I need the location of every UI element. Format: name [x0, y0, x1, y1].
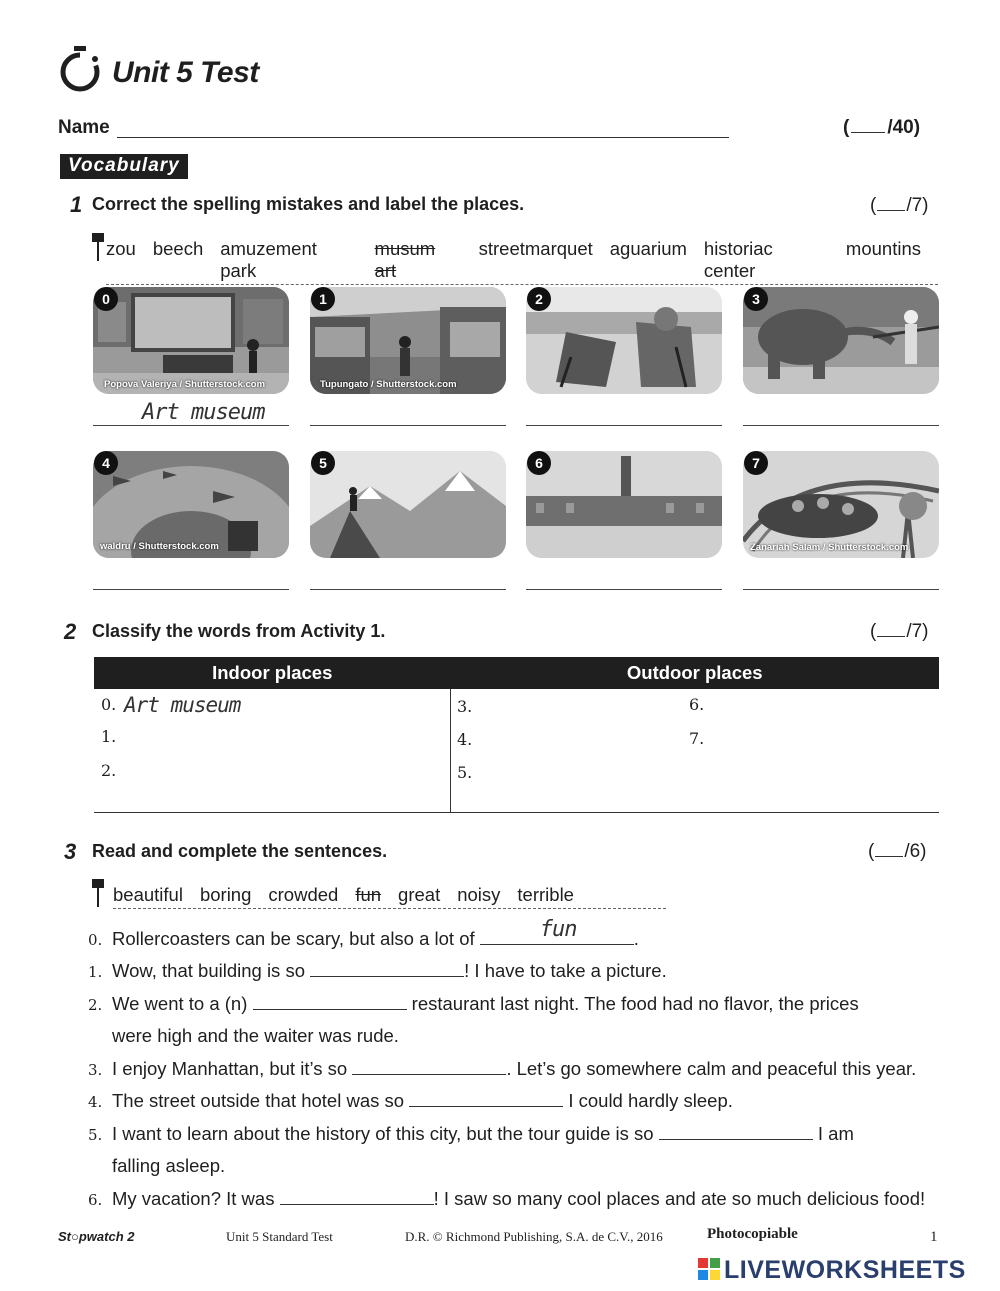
blank-0: fun	[480, 943, 634, 945]
photo-number-badge: 2	[527, 287, 551, 311]
name-field[interactable]	[117, 137, 729, 138]
word-bank-icon	[92, 233, 104, 261]
blank-2[interactable]	[253, 1008, 407, 1010]
sentence-1: 1. Wow, that building is so ! I have to take a picture.	[88, 960, 667, 981]
word-bank-3-word: noisy	[457, 884, 501, 905]
word-bank-3-word: fun	[355, 884, 382, 905]
answer-line-6[interactable]	[526, 589, 722, 590]
liveworksheets-brand: LIVEWORKSHEETS	[724, 1256, 966, 1284]
photo-number-badge: 7	[744, 451, 768, 475]
answer-line-2[interactable]	[526, 425, 722, 426]
indoor-cell[interactable]	[94, 689, 451, 813]
photo-historic-center	[526, 451, 722, 558]
stopwatch-icon	[58, 44, 102, 94]
photo-number-badge: 6	[527, 451, 551, 475]
answer-line-4[interactable]	[93, 589, 289, 590]
row-number: 7.	[689, 729, 705, 748]
activity-2-score: ( /7)	[870, 621, 929, 642]
indoor-example: Art museum	[124, 693, 241, 717]
activity-1-score: ( /7)	[870, 195, 929, 216]
word-bank-1-word: zou	[106, 238, 136, 259]
sentence-6: 6. My vacation? It was ! I saw so many cool places and ate so much delicious food!	[88, 1188, 926, 1209]
activity-3-score: ( /6)	[868, 841, 927, 862]
photo-number-badge: 5	[311, 451, 335, 475]
answer-line-3[interactable]	[743, 425, 939, 426]
answer-line-5[interactable]	[310, 589, 506, 590]
blank-3[interactable]	[352, 1073, 506, 1075]
word-bank-1-word: musum art	[374, 238, 436, 281]
word-bank-1-word: amuzement park	[220, 238, 317, 281]
outdoor-cell[interactable]	[451, 689, 940, 813]
total-score: ( /40)	[843, 117, 921, 138]
column-header-outdoor: Outdoor places	[451, 657, 940, 689]
word-bank-3-word: boring	[199, 884, 252, 905]
photo-credit: Zanariah Salam / Shutterstock.com	[750, 542, 909, 553]
name-label: Name	[58, 117, 110, 138]
row-number: 6.	[689, 695, 705, 714]
word-bank-1-word: streetmarquet	[478, 238, 593, 259]
series-logo: St○pwatch 2	[58, 1229, 135, 1244]
word-bank-adjectives	[113, 884, 666, 909]
photo-beach	[526, 287, 722, 394]
activity-3-title: Read and complete the sentences.	[92, 841, 388, 861]
photo-street-market	[310, 287, 506, 394]
photo-number-badge: 3	[744, 287, 768, 311]
row-number: 0.	[101, 695, 117, 714]
answer-line-0[interactable]	[93, 425, 289, 426]
answer-example: Art museum	[142, 400, 265, 425]
photo-credit: Popova Valeriya / Shutterstock.com	[104, 379, 266, 390]
sentence-4: 4. The street outside that hotel was so I could hardly sleep.	[88, 1090, 733, 1111]
activity-3-number: 3	[64, 839, 77, 864]
blank-6[interactable]	[280, 1203, 434, 1205]
answer-line-1[interactable]	[310, 425, 506, 426]
sentence-5-cont: falling asleep.	[112, 1155, 226, 1176]
footer-page-number: 1	[930, 1229, 938, 1245]
word-bank-3-word: great	[398, 884, 441, 905]
photo-number-badge: 1	[311, 287, 335, 311]
word-bank-1-word: mountins	[845, 238, 921, 259]
photo-number-badge: 0	[94, 287, 118, 311]
row-number: 5.	[457, 763, 473, 782]
word-bank-3-word: beautiful	[113, 884, 183, 905]
photo-number-badge: 4	[94, 451, 118, 475]
section-banner-vocabulary: Vocabulary	[60, 154, 188, 179]
activity-1-number: 1	[70, 192, 83, 217]
row-number: 3.	[457, 697, 473, 716]
word-bank-1-word: historiac center	[703, 238, 773, 281]
activity-2-title: Classify the words from Activity 1.	[92, 621, 386, 641]
sentence-2: 2. We went to a (n) restaurant last night. The food had no flavor, the prices	[88, 993, 859, 1014]
photo-zoo	[743, 287, 939, 394]
word-bank-1-word: aguarium	[609, 238, 687, 259]
sentence-0: 0. Rollercoasters can be scary, but also a lot of fun .	[88, 916, 639, 949]
footer-test-name: Unit 5 Standard Test	[226, 1229, 333, 1244]
word-bank-3-word: crowded	[268, 884, 339, 905]
blank-1[interactable]	[310, 975, 464, 977]
sentence-5: 5. I want to learn about the history of this city, but the tour guide is so I am	[88, 1123, 854, 1144]
row-number: 1.	[101, 727, 117, 746]
sentence-3: 3. I enjoy Manhattan, but it’s so . Let’s go somewhere calm and peaceful this year.	[88, 1058, 917, 1079]
row-number: 4.	[457, 730, 473, 749]
activity-1-title: Correct the spelling mistakes and label the places.	[92, 194, 525, 214]
footer-copyright: D.R. © Richmond Publishing, S.A. de C.V., 2016	[405, 1229, 663, 1244]
sentence-2-cont: were high and the waiter was rude.	[112, 1025, 399, 1046]
photo-mountains	[310, 451, 506, 558]
word-bank-1-word: beech	[152, 238, 204, 259]
photo-credit: Tupungato / Shutterstock.com	[320, 379, 457, 390]
column-header-indoor: Indoor places	[94, 657, 451, 689]
row-number: 2.	[101, 761, 117, 780]
word-bank-places	[106, 238, 938, 285]
blank-5[interactable]	[659, 1138, 813, 1140]
blank-4[interactable]	[409, 1105, 563, 1107]
liveworksheets-logo-icon	[698, 1258, 720, 1280]
page-title: Unit 5 Test	[112, 56, 259, 89]
photo-art-museum	[93, 287, 289, 394]
photo-credit: waldru / Shutterstock.com	[100, 541, 219, 552]
activity-2-number: 2	[64, 619, 77, 644]
answer-line-7[interactable]	[743, 589, 939, 590]
word-bank-3-word: terrible	[517, 884, 574, 905]
classify-table	[94, 657, 939, 813]
word-bank-icon	[92, 879, 104, 907]
footer-photocopiable: Photocopiable	[707, 1226, 798, 1242]
